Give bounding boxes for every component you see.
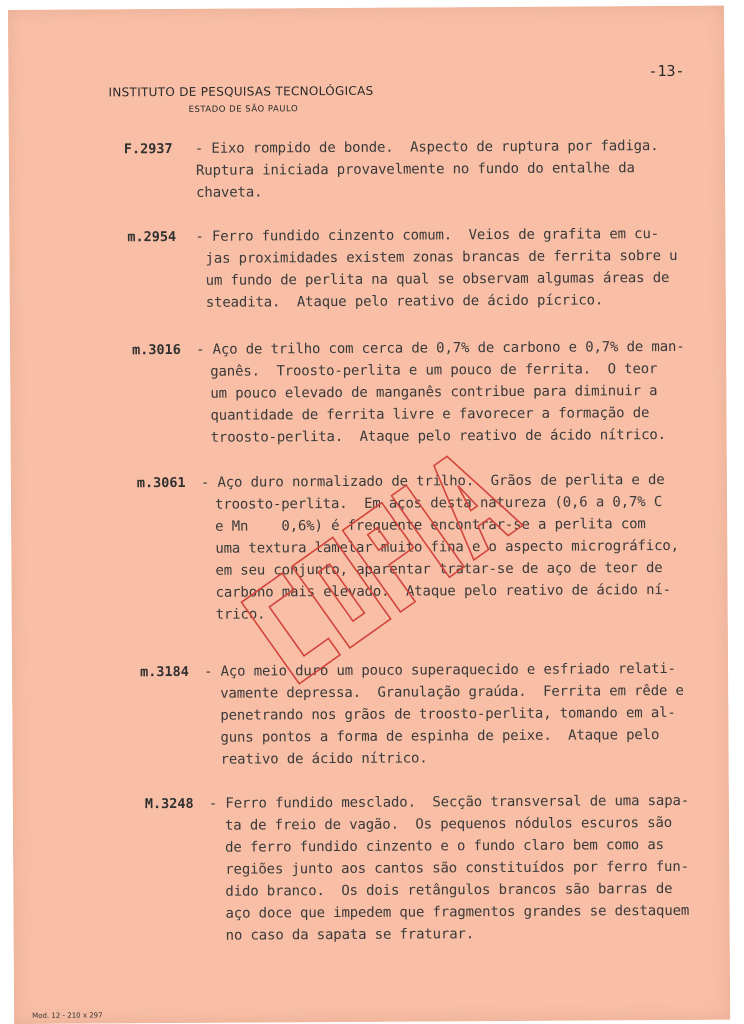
page-number: -13-: [648, 61, 685, 81]
entry-line: - Aço de trilho com cerca de 0,7% de carbono e 0,7% de man-: [196, 338, 685, 358]
entry-line: troosto-perlita. Ataque pelo reativo de ácido nítrico.: [210, 426, 667, 446]
specimen-code: m.3016: [132, 341, 181, 359]
entry-line: - Aço meio duro um pouco superaquecido e esfriado relati-: [203, 660, 676, 680]
entry-line: guns pontos a forma de espinha de peixe. Ataque pelo: [220, 727, 660, 746]
specimen-code: F.2937: [123, 140, 173, 158]
entry-line: steadita. Ataque pelo reativo de ácido pícrico.: [205, 292, 604, 311]
specimen-entry: [9, 138, 725, 201]
stamp-letter-o: [292, 537, 391, 647]
entry-line: vamente depressa. Granulação graúda. Ferrita em rêde e: [220, 682, 684, 702]
entry-line: - Aço duro normalizado de trilho. Grãos de perlita e de: [200, 471, 665, 491]
entry-line: de ferro fundido cinzento e o fundo claro bem como as: [225, 837, 664, 856]
entry-line: ganês. Troosto-perlita e um pouco de ferrita. O teor: [210, 361, 658, 380]
state-name: ESTADO DE SÃO PAULO: [188, 104, 299, 115]
entry-line: no caso da sapata se fraturar.: [225, 926, 475, 944]
specimen-entry: [9, 226, 725, 311]
stamp-letter-c: [241, 573, 340, 683]
stamp-letter-a: [416, 447, 523, 560]
entry-line: um fundo de perlita na qual se observam algumas áreas de: [205, 269, 670, 289]
entry-line: - Ferro fundido cinzento comum. Veios de grafita em cu-: [195, 226, 660, 245]
entry-line: penetrando nos grãos de troosto-perlita, tomando em al-: [220, 704, 676, 724]
entry-line: trico.: [215, 606, 266, 623]
entry-line: - Eixo rompido de bonde. Aspecto de ruptura por fadiga.: [194, 138, 659, 157]
institute-name: INSTITUTO DE PESQUISAS TECNOLÓGICAS: [108, 83, 374, 100]
entry-line: troosto-perlita. Em aços desta natureza (0,6 a 0,7% C: [214, 494, 663, 513]
stamp-letter-p: [343, 503, 440, 612]
form-footer: Mod. 12 - 210 x 297: [32, 1011, 103, 1020]
entry-line: jas proximidades existem zonas brancas de ferrita sobre u: [205, 247, 678, 267]
entry-line: regiões junto aos cantos são constituídos por ferro fun-: [225, 858, 689, 878]
entry-line: um pouco elevado de manganês contribue para diminuir a: [210, 383, 658, 402]
entry-line: carbono mais elevado. Ataque pelo reativo de ácido ní-: [215, 581, 671, 601]
entry-line: - Ferro fundido mesclado. Secção transversal de uma sapa-: [208, 792, 690, 812]
entry-line: dido branco. Os dois retângulos brancos são barras de: [225, 880, 673, 900]
entry-line: Ruptura iniciada provavelmente no fundo do entalhe da: [195, 160, 635, 179]
document-page: [8, 6, 730, 1024]
entry-line: chaveta.: [196, 184, 263, 201]
specimen-entry: [13, 792, 729, 944]
specimen-code: m.3184: [139, 663, 189, 681]
specimen-code: m.2954: [127, 228, 177, 246]
entry-line: aço doce que impedem que fragmentos grandes se destaquem: [225, 902, 690, 922]
entry-line: reativo de ácido nítrico.: [220, 750, 428, 768]
specimen-entry: [10, 338, 726, 446]
entry-line: em seu conjunto, aparentar tratar-se de aço de teor de: [215, 560, 663, 579]
entry-line: ta de freio de vagão. Os pequenos nódulos escuros são: [224, 814, 673, 834]
copia-stamp: [226, 447, 527, 689]
specimen-code: m.3061: [136, 474, 186, 492]
specimen-code: M.3248: [144, 795, 194, 813]
entry-line: quantidade de ferrita livre e favorecer a formação de: [210, 405, 650, 424]
entry-line: uma textura lamelar muito fina e o aspecto micrográfico,: [215, 537, 679, 557]
entry-line: e Mn 0,6%) é frequente encontrar-se a perlita com: [215, 516, 646, 535]
